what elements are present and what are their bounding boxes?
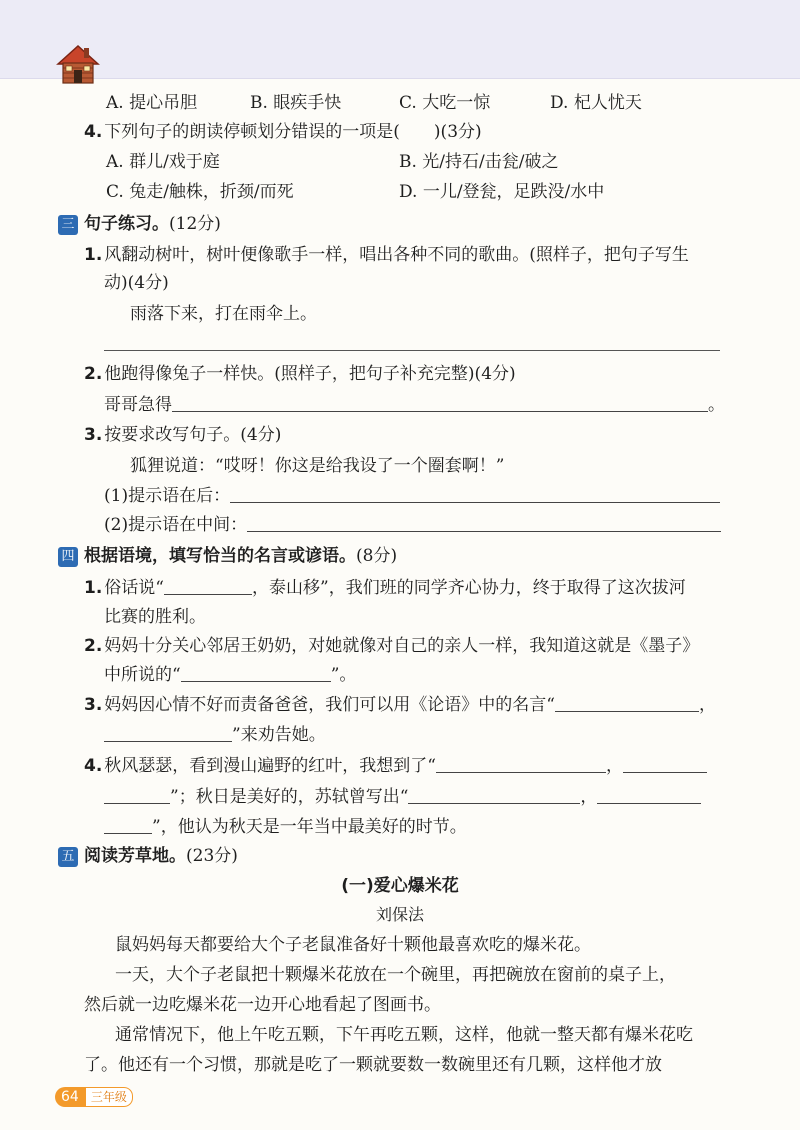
question-number: 3. [84,695,103,715]
question-text: 风翻动树叶，树叶便像歌手一样，唱出各种不同的歌曲。(照样子，把句子写生 [104,245,689,265]
question-text: 他跑得像兔子一样快。(照样子，把句子补充完整)(4分) [104,364,516,384]
s3-q3-quote: 狐狸说道：“哎呀！你这是给我设了一个圈套啊！” [130,456,505,476]
question-number: 4. [84,756,103,776]
section-points: (23分) [186,846,238,866]
section-5-heading [58,845,238,867]
question-text: ， [699,695,716,715]
answer-blank[interactable] [104,725,232,742]
q4-option-d: D. 一儿/登瓮，足跌没/水中 [399,182,605,202]
q3-option-a: A. 提心吊胆 [106,93,198,113]
s4-q3-line2 [104,724,326,746]
s4-q4-line3 [104,816,467,838]
grade-label: 三年级 [85,1087,133,1107]
s3-q1-given-sentence: 雨落下来，打在雨伞上。 [130,304,317,324]
question-text: 妈妈十分关心邻居王奶奶，对她就像对自己的亲人一样，我知道这就是《墨子》 [104,636,700,656]
s4-question-1 [84,577,686,599]
s3-question-1 [84,244,689,266]
answer-blank[interactable] [247,515,721,532]
question-text: ”；秋日是美好的，苏轼曾写出“ [170,787,409,807]
question-number: 1. [84,578,103,598]
answer-blank[interactable] [597,787,701,804]
question-text: ，泰山移”，我们班的同学齐心协力，终于取得了这次拔河 [252,578,686,598]
question-number: 3. [84,425,103,445]
fill-prefix: 哥哥急得 [104,395,172,415]
answer-blank[interactable] [104,787,170,804]
question-text: 按要求改写句子。(4分) [104,425,282,445]
house-icon [54,40,102,88]
section-points: (12分) [169,214,221,234]
section-title: 阅读芳草地。 [84,846,186,866]
answer-blank[interactable] [104,817,152,834]
question-text: ”。 [330,665,357,685]
s4-question-2 [84,635,699,657]
s3-question-3 [84,424,281,446]
s4-q2-line2 [104,664,356,686]
story-paragraph-2-cont: 然后就一边吃爆米花一边开心地看起了图画书。 [84,995,441,1015]
answer-blank[interactable] [436,756,606,773]
s3-q3-sub1 [104,485,720,507]
question-number: 4. [84,122,103,142]
question-4 [84,121,482,143]
s3-q1-line2: 动)(4分) [104,273,169,293]
section-badge: 三 [58,215,78,235]
answer-blank[interactable] [172,395,708,412]
sub-label: (1)提示语在后： [104,486,231,506]
story-author: 刘保法 [375,905,424,924]
s4-question-3 [84,694,716,716]
answer-blank[interactable] [181,665,331,682]
q4-option-c: C. 兔走/触株，折颈/而死 [106,182,294,202]
q4-option-b: B. 光/持石/击瓮/破之 [399,152,559,172]
question-number: 1. [84,245,103,265]
s3-q3-sub2 [104,514,721,536]
question-text: 下列句子的朗读停顿划分错误的一项是( )(3分) [104,122,482,142]
question-text: 俗话说“ [104,578,164,598]
story-paragraph-3: 通常情况下，他上午吃五颗，下午再吃五颗，这样，他就一整天都有爆米花吃 [115,1025,693,1045]
section-points: (8分) [356,546,398,566]
fill-suffix: 。 [708,395,725,415]
story-paragraph-1: 鼠妈妈每天都要给大个子老鼠准备好十颗他最喜欢吃的爆米花。 [115,935,591,955]
s3-q2-fill [104,394,725,416]
q3-option-c: C. 大吃一惊 [399,93,491,113]
s4-q4-line2 [104,786,701,808]
section-title: 句子练习。 [84,214,169,234]
s4-question-4 [84,755,707,777]
answer-blank[interactable] [408,787,580,804]
answer-blank[interactable] [164,578,252,595]
section-badge: 四 [58,547,78,567]
s3-question-2 [84,363,516,385]
answer-blank[interactable] [555,695,699,712]
section-title: 根据语境，填写恰当的名言或谚语。 [84,546,356,566]
page-number-badge [55,1086,133,1108]
q4-option-a: A. 群儿/戏于庭 [106,152,220,172]
answer-blank[interactable] [230,486,720,503]
section-4-heading [58,545,397,567]
story-paragraph-3-cont: 了。他还有一个习惯，那就是吃了一颗就要数一数碗里还有几颗，这样他才放 [84,1055,662,1075]
question-text: ”，他认为秋天是一年当中最美好的时节。 [152,817,467,837]
header-band [0,0,800,79]
q3-option-b: B. 眼疾手快 [250,93,342,113]
s4-q1-line2: 比赛的胜利。 [104,607,206,627]
question-text: ”来劝告她。 [232,725,326,745]
question-text: 中所说的“ [104,665,181,685]
question-number: 2. [84,636,103,656]
answer-line[interactable] [104,350,720,351]
story-title: (一)爱心爆米花 [341,876,459,896]
question-text: ， [580,787,598,807]
page-number: 64 [55,1087,85,1107]
q3-option-d: D. 杞人忧天 [550,93,642,113]
question-text: 妈妈因心情不好而责备爸爸，我们可以用《论语》中的名言“ [104,695,555,715]
story-paragraph-2: 一天，大个子老鼠把十颗爆米花放在一个碗里，再把碗放在窗前的桌子上， [115,965,676,985]
section-badge: 五 [58,847,78,867]
section-3-heading [58,213,221,235]
question-text: 秋风瑟瑟，看到漫山遍野的红叶，我想到了“ [104,756,436,776]
question-text: ， [606,756,623,776]
answer-blank[interactable] [623,756,707,773]
question-number: 2. [84,364,103,384]
sub-label: (2)提示语在中间： [104,515,248,535]
